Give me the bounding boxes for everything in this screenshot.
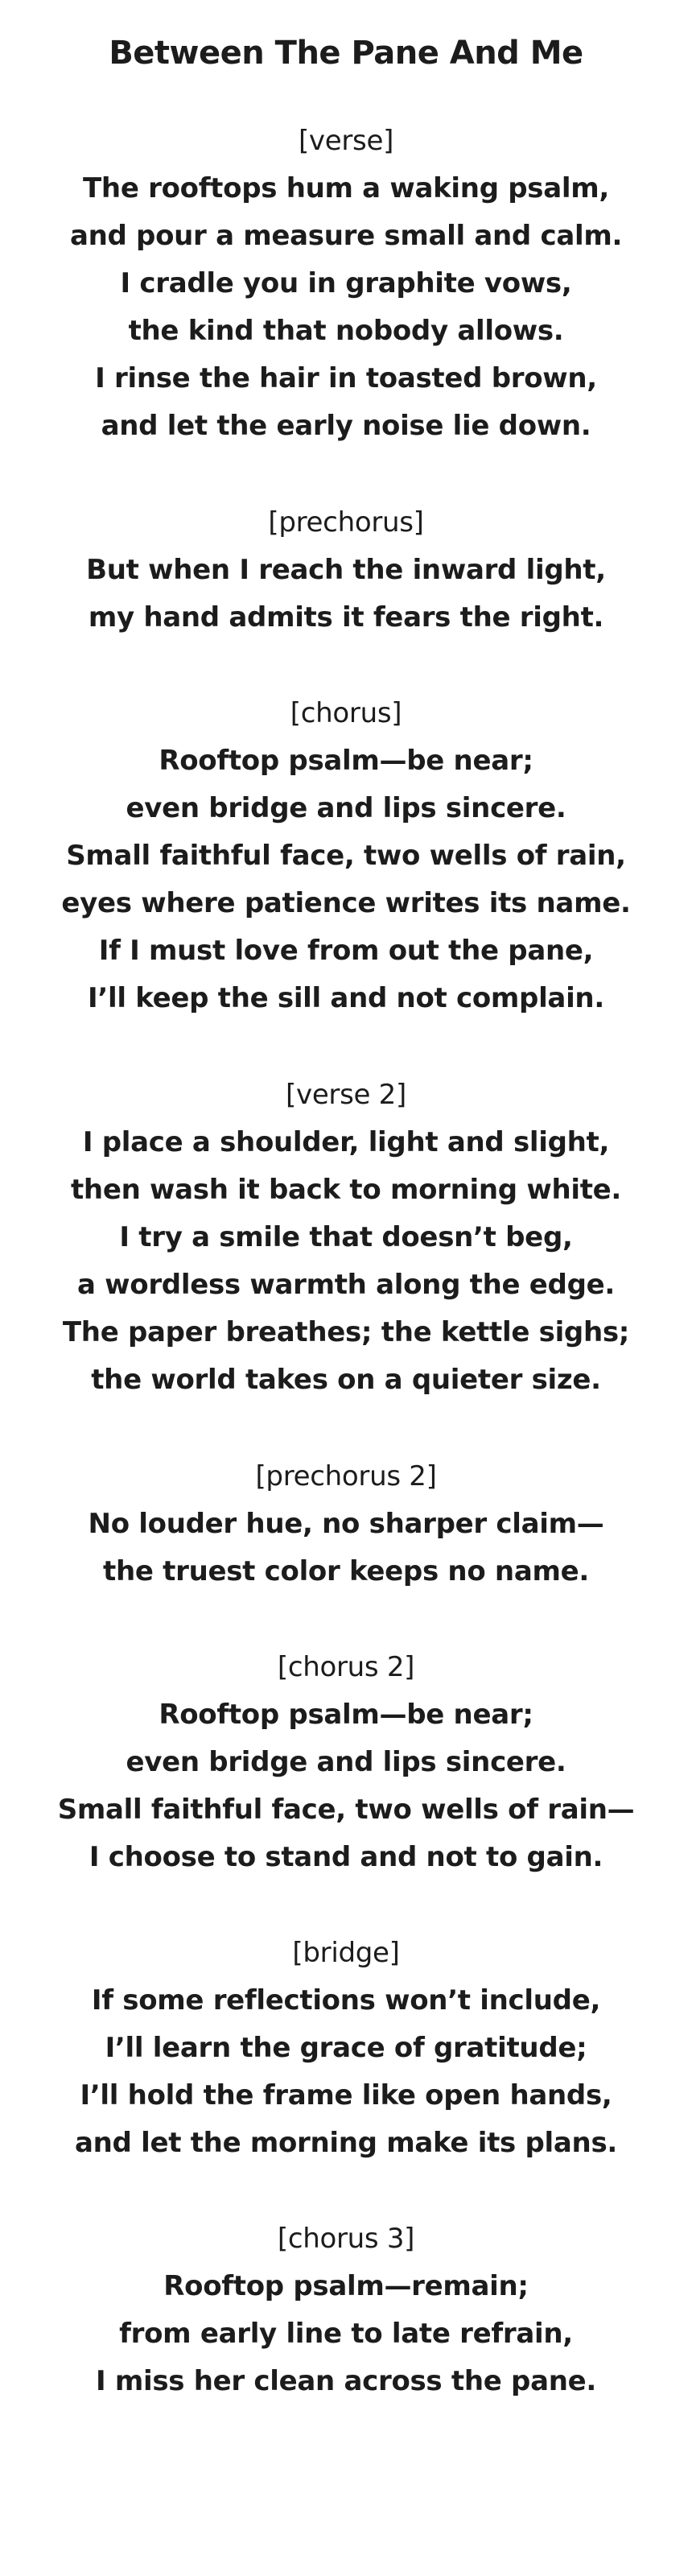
stanza-chorus-3 (0, 2215, 692, 2405)
lyric-line: Rooftop psalm—be near; (159, 745, 533, 777)
lyric-line: even bridge and lips sincere. (126, 1746, 566, 1778)
lyric-line: The paper breathes; the kettle sighs; (62, 1316, 630, 1348)
stanza-label: [chorus 3] (277, 2223, 415, 2255)
stanza-prechorus-2 (0, 1453, 692, 1596)
stanza-label: [chorus] (290, 697, 402, 729)
lyric-line: I choose to stand and not to gain. (89, 1841, 603, 1873)
lyric-line: and let the morning make its plans. (74, 2127, 618, 2159)
lyric-line: then wash it back to morning white. (70, 1174, 622, 1206)
lyric-line: from early line to late refrain, (119, 2318, 573, 2350)
stanza-prechorus (0, 499, 692, 642)
lyric-line: I’ll keep the sill and not complain. (88, 982, 604, 1014)
lyric-line: If I must love from out the pane, (98, 935, 594, 967)
lyric-line: The rooftops hum a waking psalm, (83, 172, 609, 204)
lyric-line: Rooftop psalm—be near; (159, 1699, 533, 1731)
stanza-label: [verse] (298, 125, 394, 157)
lyric-line: If some reflections won’t include, (91, 1984, 601, 2017)
stanza-label: [verse 2] (286, 1079, 406, 1111)
lyric-line: and let the early noise lie down. (101, 410, 591, 442)
stanza-label: [prechorus] (268, 506, 424, 539)
lyric-line: I place a shoulder, light and slight, (82, 1126, 610, 1158)
lyric-line: the kind that nobody allows. (128, 315, 564, 347)
lyric-line: Small faithful face, two wells of rain, (66, 840, 626, 872)
lyric-line: I try a smile that doesn’t beg, (119, 1221, 573, 1253)
song-title: Between The Pane And Me (109, 35, 583, 72)
lyric-line: Small faithful face, two wells of rain— (57, 1794, 635, 1826)
stanza-label: [bridge] (292, 1937, 400, 1969)
stanza-verse (0, 118, 692, 450)
stanza-bridge (0, 1930, 692, 2167)
stanza-chorus-2 (0, 1644, 692, 1881)
lyric-line: the world takes on a quieter size. (91, 1364, 601, 1396)
stanza-label: [chorus 2] (277, 1651, 415, 1683)
stanza-label: [prechorus 2] (255, 1460, 437, 1492)
lyric-line: I rinse the hair in toasted brown, (95, 362, 597, 394)
lyric-line: even bridge and lips sincere. (126, 792, 566, 824)
lyric-line: I miss her clean across the pane. (95, 2365, 597, 2397)
lyric-line: the truest color keeps no name. (103, 1555, 589, 1587)
lyric-line: and pour a measure small and calm. (69, 220, 623, 252)
lyric-line: No louder hue, no sharper claim— (88, 1508, 604, 1540)
lyric-line: a wordless warmth along the edge. (76, 1269, 616, 1301)
lyric-line: But when I reach the inward light, (86, 554, 606, 586)
lyric-line: my hand admits it fears the right. (88, 601, 604, 634)
lyric-line: Rooftop psalm—remain; (163, 2270, 529, 2302)
lyric-line: I’ll hold the frame like open hands, (80, 2079, 612, 2112)
lyric-line: I cradle you in graphite vows, (120, 267, 572, 299)
lyric-line: I’ll learn the grace of gratitude; (105, 2032, 587, 2064)
stanza-verse-2 (0, 1071, 692, 1404)
lyric-line: eyes where patience writes its name. (61, 887, 631, 919)
stanza-chorus (0, 690, 692, 1022)
